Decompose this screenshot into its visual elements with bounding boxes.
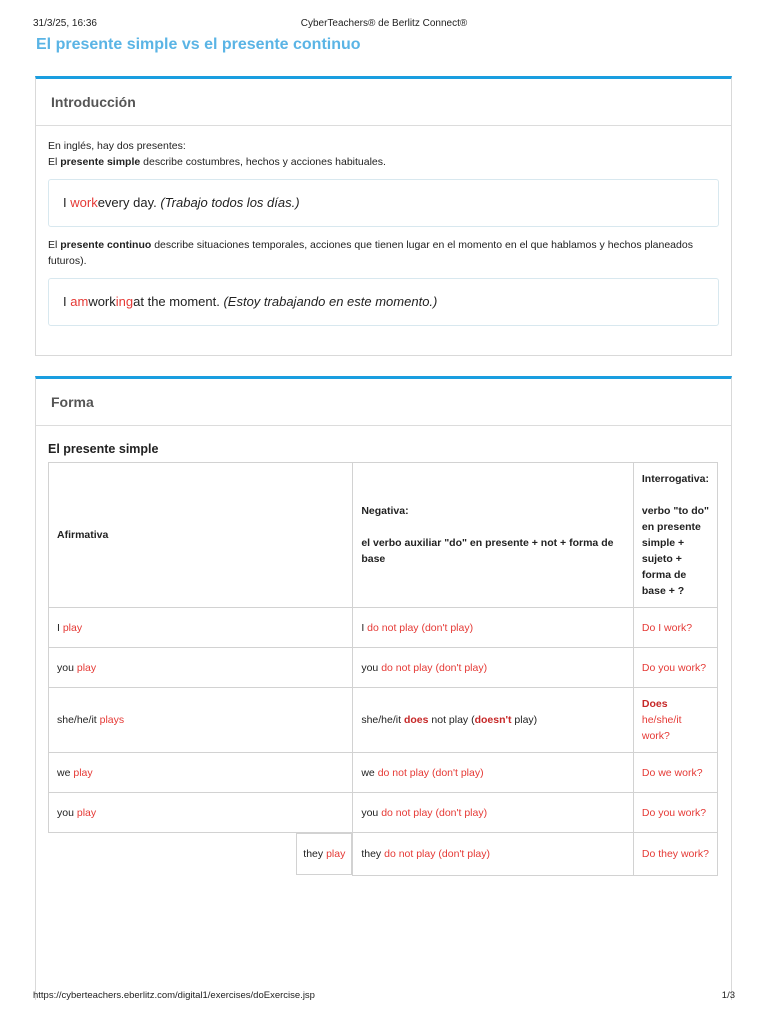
header-afirmativa: Afirmativa — [49, 463, 353, 608]
intro-line-1: En inglés, hay dos presentes: — [48, 140, 186, 152]
intro-card — [35, 76, 732, 356]
neg-form: do not play (don't play) — [384, 847, 491, 860]
int-does: Does — [641, 698, 668, 710]
intro-line-3-post: describe situaciones temporales, acciones que tienen lugar en el momento en el que hablamos y hechos planeados futuros). — [48, 239, 693, 267]
neg-subject: I — [361, 621, 365, 634]
afirm-cell — [49, 608, 353, 648]
header-negativa-title: Negativa: — [361, 505, 409, 517]
int-rest: he/she/it work? — [641, 714, 682, 742]
neg-cell — [353, 608, 634, 648]
forma-card-header — [36, 379, 731, 426]
table-row — [49, 753, 718, 793]
page-number: 1/3 — [721, 990, 735, 1001]
subject: you — [57, 661, 74, 674]
neg-form: do not play (don't play) — [367, 621, 474, 634]
print-date: 31/3/25, 16:36 — [33, 18, 97, 29]
ex2-ing: ing — [115, 294, 134, 309]
table-row-last — [49, 833, 718, 876]
ex2-translation: (Estoy trabajando en este momento.) — [223, 294, 438, 309]
ex2-post: at the moment. — [133, 294, 220, 309]
verb: play — [76, 806, 97, 819]
header-negativa-desc: el verbo auxiliar "do" en presente + not + forma de base — [361, 537, 614, 565]
neg-subject: she/he/it — [361, 714, 402, 726]
neg-form: do not play (don't play) — [381, 806, 488, 819]
subject: we — [57, 766, 71, 779]
intro-line-2-pre: El — [48, 156, 61, 168]
intro-line-2 — [48, 154, 719, 170]
ex2-verb-base: work — [88, 294, 116, 309]
verb: play — [76, 661, 97, 674]
forma-subheading: El presente simple — [48, 442, 159, 456]
ex1-translation: (Trabajo todos los días.) — [160, 195, 300, 210]
header-negativa — [353, 463, 634, 608]
ex1-verb: work — [70, 195, 98, 210]
neg-form: do not play (don't play) — [381, 661, 488, 674]
neg-subject: we — [361, 766, 375, 779]
they-cell — [296, 833, 352, 875]
forma-card — [35, 376, 732, 1000]
table-row — [49, 648, 718, 688]
ex1-pre: I — [63, 195, 67, 210]
ex2-pre: I — [63, 294, 67, 309]
header-interrogativa — [633, 463, 717, 608]
neg-subject: they — [361, 847, 382, 860]
print-header — [33, 18, 735, 32]
neg-end: play) — [511, 714, 538, 726]
print-footer — [33, 990, 735, 1002]
afirm-cell — [49, 688, 353, 753]
forma-heading: Forma — [51, 394, 94, 410]
ex2-aux: am — [70, 294, 89, 309]
neg-cell — [353, 833, 634, 876]
intro-card-header — [36, 79, 731, 126]
neg-mid: not play ( — [428, 714, 475, 726]
intro-line-2-post: describe costumbres, hechos y acciones habituales. — [140, 156, 386, 168]
intro-line-3-pre: El — [48, 239, 61, 251]
neg-cell — [353, 688, 634, 753]
afirm-cell — [49, 648, 353, 688]
intro-line-2-bold: presente simple — [60, 156, 141, 168]
print-url: https://cyberteachers.eberlitz.com/digital1/exercises/doExercise.jsp — [33, 990, 315, 1001]
they-cell-wrap — [49, 833, 353, 875]
verb: plays — [99, 714, 125, 726]
int-cell: Do they work? — [633, 833, 717, 876]
neg-cell — [353, 648, 634, 688]
afirm-cell — [49, 753, 353, 793]
table-row — [49, 688, 718, 753]
table-row — [49, 793, 718, 833]
int-cell: Do I work? — [633, 608, 717, 648]
header-interrogativa-title: Interrogativa: — [641, 473, 709, 485]
intro-heading: Introducción — [51, 94, 136, 110]
table-header-row — [49, 463, 718, 608]
neg-subject: you — [361, 806, 379, 819]
page-title: El presente simple vs el presente continuo — [36, 36, 361, 53]
intro-line-3-bold: presente continuo — [60, 239, 152, 251]
subject: she/he/it — [57, 714, 97, 726]
verb: play — [73, 766, 93, 779]
verb: play — [326, 848, 346, 860]
int-cell: Do you work? — [633, 793, 717, 833]
afirm-cell — [49, 793, 353, 833]
subject: I — [57, 621, 60, 634]
neg-form: do not play (don't play) — [377, 766, 484, 779]
example-box-continuous — [48, 278, 719, 326]
afirm-cell-last — [49, 833, 353, 876]
int-cell: Do you work? — [633, 648, 717, 688]
neg-subject: you — [361, 661, 379, 674]
intro-body — [36, 126, 731, 326]
conjugation-table — [48, 462, 718, 876]
ex1-post: every day. — [97, 195, 157, 210]
int-cell — [633, 688, 717, 753]
header-interrogativa-desc: verbo "to do" en presente simple + sujeto + forma de base + ? — [641, 505, 709, 597]
subject: they — [303, 848, 324, 860]
subject: you — [57, 806, 74, 819]
example-box-simple — [48, 179, 719, 227]
neg-does: does — [403, 714, 429, 726]
table-row — [49, 608, 718, 648]
verb: play — [62, 621, 83, 634]
neg-cell — [353, 753, 634, 793]
forma-body — [36, 442, 731, 876]
intro-line-3 — [48, 237, 719, 269]
int-cell: Do we work? — [633, 753, 717, 793]
neg-cell — [353, 793, 634, 833]
print-site-title: CyberTeachers® de Berlitz Connect® — [300, 18, 468, 29]
neg-doesnt: doesn't — [474, 714, 512, 726]
